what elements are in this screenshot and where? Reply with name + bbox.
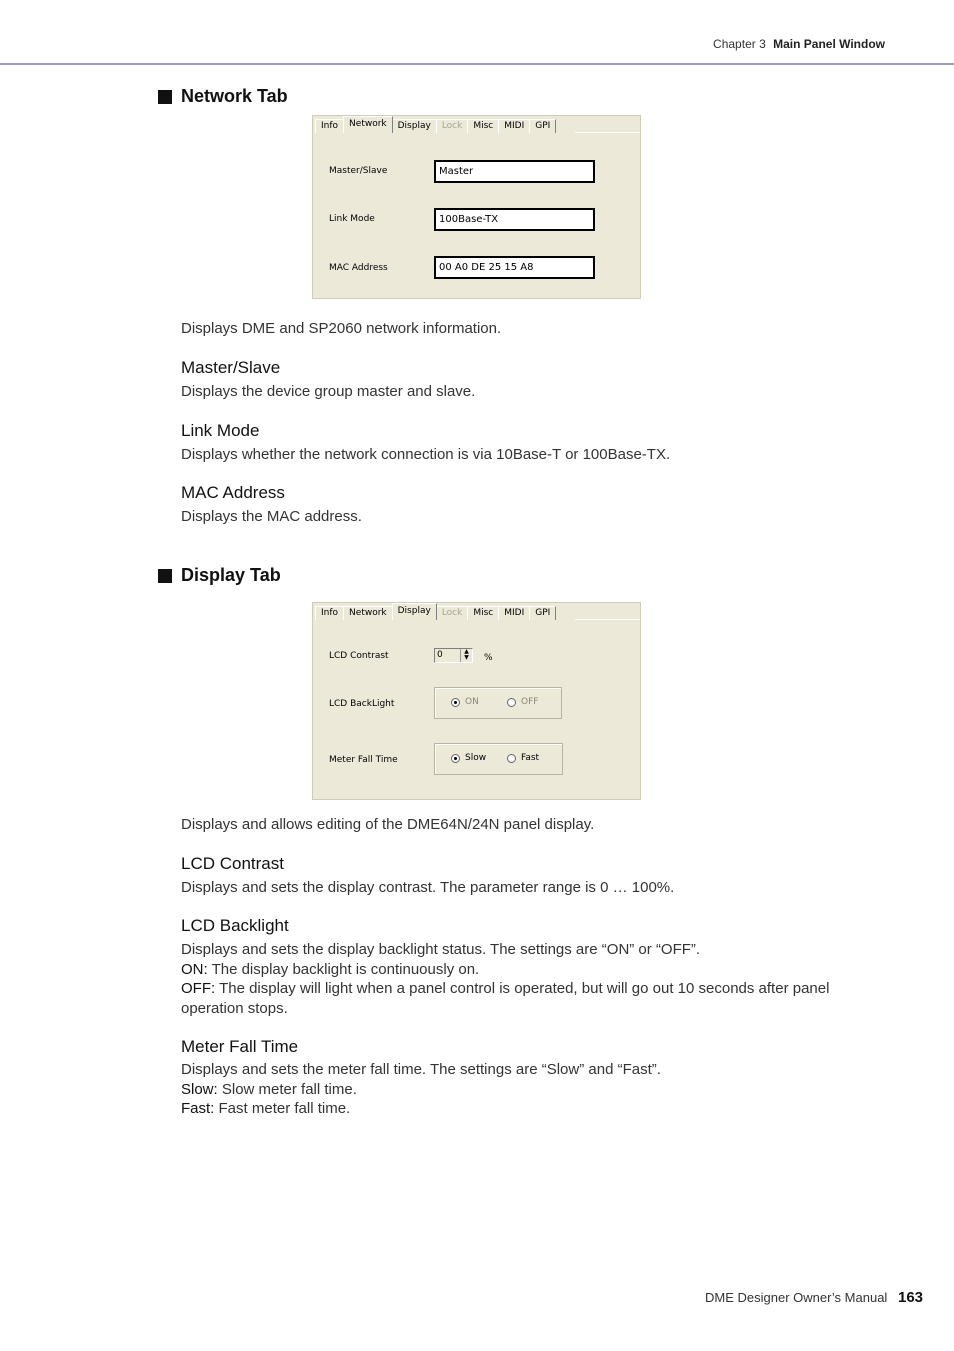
mac-address-title: MAC Address	[181, 483, 285, 502]
manual-title: DME Designer Owner’s Manual	[705, 1290, 888, 1305]
chapter-title: Main Panel Window	[773, 37, 885, 51]
tab-strip-edge	[575, 132, 640, 133]
tab-midi[interactable]: MIDI	[498, 606, 530, 620]
meter-slow-radio[interactable]	[451, 753, 486, 763]
link-mode-field: 100Base-TX	[434, 208, 595, 231]
lcd-backlight-label: LCD BackLight	[329, 699, 395, 709]
tab-gpi[interactable]: GPI	[529, 119, 556, 133]
backlight-on-label: ON	[465, 697, 479, 707]
tab-info[interactable]: Info	[315, 606, 344, 620]
header-divider	[0, 63, 954, 65]
tab-misc[interactable]: Misc	[467, 119, 499, 133]
tab-network[interactable]: Network	[343, 606, 393, 620]
fast-text: Fast meter fall time.	[214, 1100, 351, 1117]
square-bullet-icon	[158, 569, 172, 583]
off-term: OFF:	[181, 980, 216, 997]
meter-fall-time-text: Displays and sets the meter fall time. The settings are “Slow” and “Fast”.	[181, 1061, 661, 1078]
radio-unselected-icon	[507, 754, 516, 763]
tab-lock: Lock	[436, 606, 469, 620]
master-slave-title: Master/Slave	[181, 358, 281, 377]
meter-fast-radio[interactable]	[507, 753, 539, 763]
mac-address-field: 00 A0 DE 25 15 A8	[434, 256, 595, 279]
master-slave-text: Displays the device group master and slave.	[181, 383, 476, 400]
display-tab-strip	[313, 603, 640, 620]
backlight-on-definition	[181, 960, 891, 980]
tab-midi[interactable]: MIDI	[498, 119, 530, 133]
spin-arrows-icon[interactable]: ▲ ▼	[460, 649, 472, 662]
link-mode-label: Link Mode	[329, 214, 375, 224]
running-header	[713, 37, 885, 51]
tab-gpi[interactable]: GPI	[529, 606, 556, 620]
link-mode-text: Displays whether the network connection is via 10Base-T or 100Base-TX.	[181, 446, 671, 463]
master-slave-label: Master/Slave	[329, 166, 388, 176]
link-mode-title: Link Mode	[181, 421, 260, 440]
page-number: 163	[898, 1289, 924, 1306]
network-panel-screenshot	[312, 115, 641, 299]
on-term: ON:	[181, 960, 208, 978]
radio-selected-icon	[451, 754, 460, 763]
meter-fall-time-title: Meter Fall Time	[181, 1037, 299, 1056]
display-description: Displays and allows editing of the DME64N/24N panel display.	[181, 816, 595, 833]
tab-display[interactable]: Display	[392, 603, 437, 620]
backlight-off-radio[interactable]	[507, 697, 538, 707]
tab-lock: Lock	[436, 119, 469, 133]
tab-misc[interactable]: Misc	[467, 606, 499, 620]
network-description: Displays DME and SP2060 network information.	[181, 320, 502, 337]
lcd-contrast-label: LCD Contrast	[329, 651, 389, 661]
meter-fast-label: Fast	[521, 753, 540, 763]
master-slave-field: Master	[434, 160, 595, 183]
lcd-backlight-group	[434, 687, 562, 719]
network-tab-heading	[158, 86, 288, 107]
meter-slow-label: Slow	[465, 753, 487, 763]
backlight-off-definition	[181, 979, 891, 1018]
network-tab-strip	[313, 116, 640, 133]
meter-fall-time-label: Meter Fall Time	[329, 755, 398, 765]
lcd-contrast-value: 0	[437, 650, 443, 660]
lcd-contrast-text: Displays and sets the display contrast. The parameter range is 0 … 100%.	[181, 879, 675, 896]
lcd-backlight-text: Displays and sets the display backlight status. The settings are “ON” or “OFF”.	[181, 941, 701, 958]
display-tab-heading-text: Display Tab	[181, 565, 281, 585]
lcd-backlight-block	[181, 940, 891, 1018]
fast-definition	[181, 1099, 891, 1119]
tab-network[interactable]: Network	[343, 116, 393, 133]
backlight-on-radio[interactable]	[451, 697, 479, 707]
tab-info[interactable]: Info	[315, 119, 344, 133]
display-panel-screenshot	[312, 602, 641, 800]
lcd-contrast-title: LCD Contrast	[181, 854, 284, 873]
display-tab-heading	[158, 565, 281, 586]
radio-selected-icon	[451, 698, 460, 707]
radio-unselected-icon	[507, 698, 516, 707]
meter-fall-time-block	[181, 1060, 891, 1119]
off-text: The display will light when a panel control is operated, but will go out 10 seconds after panel operation stops.	[181, 980, 830, 1017]
backlight-off-label: OFF	[521, 697, 539, 707]
fast-term: Fast:	[181, 1100, 215, 1117]
chapter-number: Chapter 3	[713, 37, 766, 51]
tab-strip-edge	[575, 619, 640, 620]
slow-definition	[181, 1080, 891, 1100]
mac-address-text: Displays the MAC address.	[181, 508, 362, 525]
mac-address-label: MAC Address	[329, 263, 388, 273]
tab-display[interactable]: Display	[392, 119, 437, 133]
slow-term: Slow:	[181, 1080, 218, 1098]
slow-text: Slow meter fall time.	[217, 1080, 357, 1098]
square-bullet-icon	[158, 90, 172, 104]
lcd-contrast-spinner[interactable]	[434, 648, 473, 663]
on-text: The display backlight is continuously on.	[207, 960, 480, 978]
meter-fall-time-group	[434, 743, 563, 775]
lcd-contrast-unit: %	[484, 653, 493, 663]
lcd-backlight-title: LCD Backlight	[181, 916, 289, 935]
network-tab-heading-text: Network Tab	[181, 86, 288, 106]
